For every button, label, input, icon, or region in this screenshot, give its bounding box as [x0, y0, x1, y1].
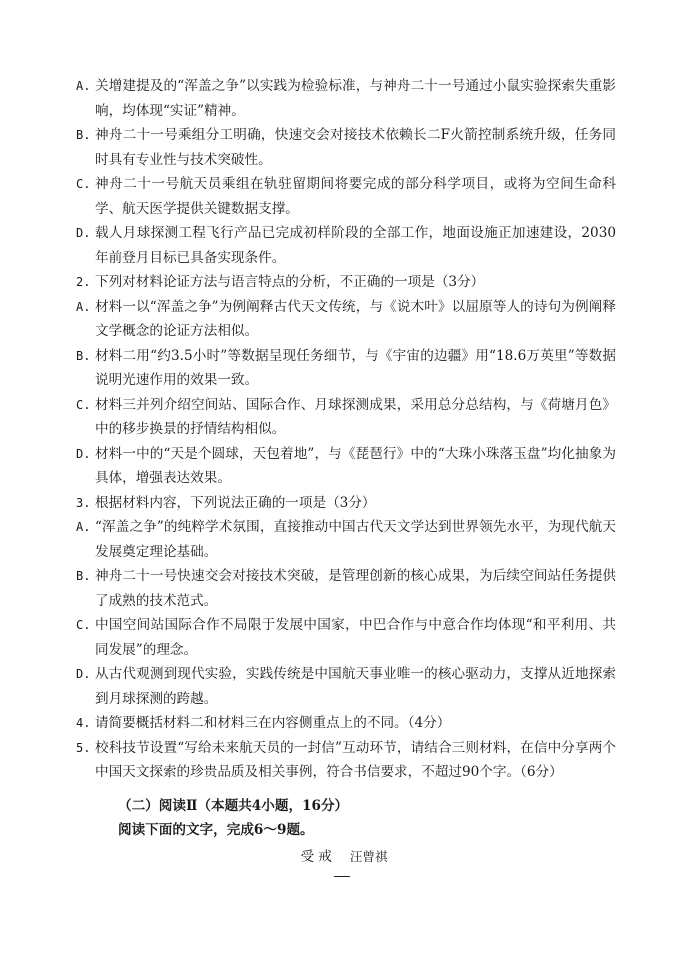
option-a [76, 74, 616, 123]
option-c [76, 172, 616, 221]
item-label: A. [76, 520, 91, 534]
question-4 [76, 711, 616, 736]
question-number: 2. [76, 275, 91, 289]
q2-option-a [76, 295, 616, 344]
item-text: 材料二用“约3.5小时”等数据呈现任务细节，与《宇宙的边疆》用“18.6万英里”等数据说明光速作用的效果一致。 [95, 347, 616, 388]
item-text: 材料一以“浑盖之争”为例阐释古代天文传统，与《说木叶》以屈原等人的诗句为例阐释文学概念的论证方法相似。 [95, 298, 616, 339]
q3-option-a [76, 515, 616, 564]
item-text: 材料三并列介绍空间站、国际合作、月球探测成果，采用总分总结构，与《荷塘月色》中的移步换景的抒情结构相似。 [95, 396, 616, 437]
item-text: 中国空间站国际合作不局限于发展中国家，中巴合作与中意合作均体现“和平利用、共同发展”的理念。 [95, 617, 616, 658]
item-label: A. [76, 79, 91, 93]
item-label: C. [76, 397, 91, 412]
item-text: 关增建提及的“浑盖之争”以实践为检验标准，与神舟二十一号通过小鼠实验探索失重影响，均体现“实证”精神。 [95, 78, 616, 119]
part-mark [334, 876, 350, 877]
item-label: C. [76, 177, 91, 191]
question-3 [76, 491, 616, 516]
q3-option-c [76, 613, 616, 662]
q2-option-b [76, 344, 616, 393]
section-instruction: 阅读下面的文字，完成6～9题。 [118, 822, 314, 838]
option-d [76, 221, 616, 270]
q2-option-d [76, 442, 616, 491]
item-label: B. [76, 569, 91, 583]
item-text: 神舟二十一号乘组分工明确，快速交会对接技术依赖长二F火箭控制系统升级，任务同时具有专业性与技术突破性。 [95, 127, 616, 168]
item-text: 神舟二十一号航天员乘组在轨驻留期间将要完成的部分科学项目，或将为空间生命科学、航天医学提供关键数据支撑。 [95, 176, 616, 217]
item-label: D. [76, 226, 91, 240]
section-heading: （二）阅读Ⅱ（本题共4小题，16分） [118, 798, 349, 814]
question-stem: 下列对材料论证方法与语言特点的分析，不正确的一项是（3分） [95, 274, 485, 290]
item-text: 载人月球探测工程飞行产品已完成初样阶段的全部工作，地面设施正加速建设，2030年前登月目标已具备实现条件。 [95, 225, 616, 266]
q3-option-b [76, 564, 616, 613]
question-5 [76, 736, 616, 785]
question-stem: 校科技节设置“写给未来航天员的一封信”互动环节，请结合三则材料，在信中分享两个中国天文探索的珍贵品质及相关事例，符合书信要求，不超过90个字。（6分） [95, 739, 616, 780]
story-title: 受戒 [300, 849, 336, 865]
question-number: 3. [76, 495, 91, 510]
story-title-line [0, 845, 688, 869]
question-number: 5. [76, 740, 91, 755]
q2-option-c [76, 393, 616, 442]
item-label: C. [76, 618, 91, 632]
question-stem: 根据材料内容，下列说法正确的一项是（3分） [95, 494, 376, 511]
story-author: 汪曾祺 [349, 849, 388, 864]
item-label: B. [76, 128, 91, 142]
item-label: B. [76, 348, 91, 363]
question-stem: 请简要概括材料二和材料三在内容侧重点上的不同。（4分） [95, 715, 451, 731]
question-2 [76, 270, 616, 295]
q3-option-d [76, 662, 616, 711]
question-list [76, 74, 616, 785]
item-label: D. [76, 667, 91, 681]
item-label: A. [76, 299, 91, 314]
item-text: 从古代观测到现代实验，实践传统是中国航天事业唯一的核心驱动力，支撑从近地探索到月球探测的跨越。 [95, 666, 616, 707]
option-b [76, 123, 616, 172]
item-text: “浑盖之争”的纯粹学术氛围，直接推动中国古代天文学达到世界领先水平，为现代航天发展奠定理论基础。 [95, 519, 616, 560]
question-number: 4. [76, 716, 91, 730]
reading-section-header [118, 794, 348, 842]
item-text: 材料一中的“天是个圆球，天包着地”，与《琵琶行》中的“大珠小珠落玉盘”均化抽象为具体，增强表达效果。 [95, 445, 616, 486]
item-label: D. [76, 446, 91, 461]
item-text: 神舟二十一号快速交会对接技术突破，是管理创新的核心成果，为后续空间站任务提供了成熟的技术范式。 [95, 568, 616, 609]
